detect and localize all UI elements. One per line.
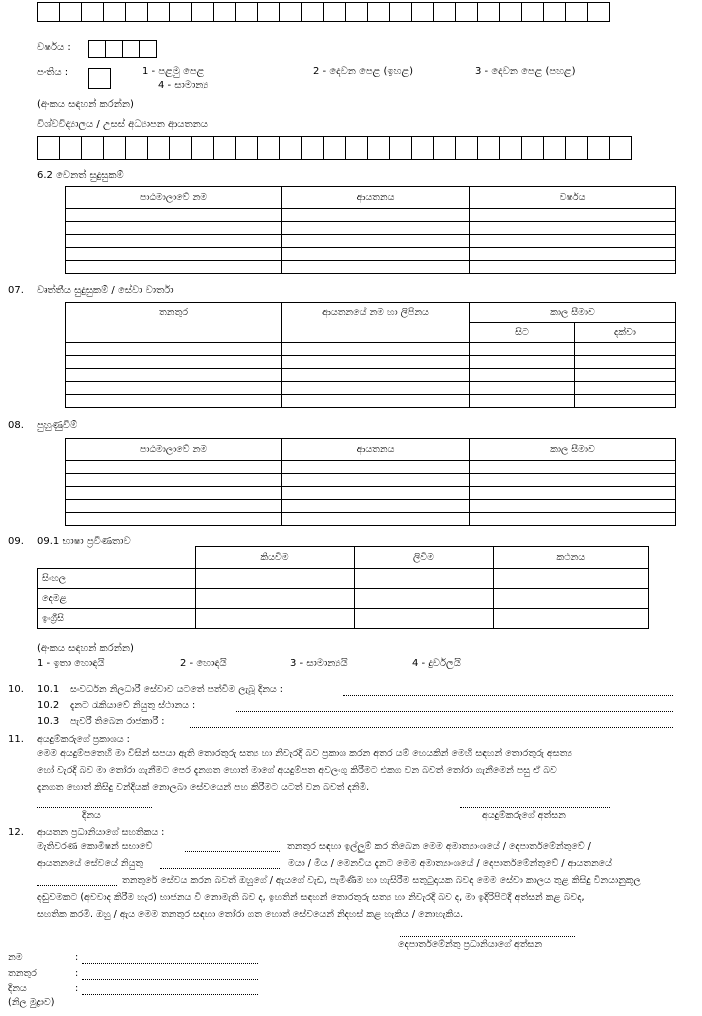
certificate-line-3b: තනතුරේ සේවය කරන බවත් ඔහුගේ / ඇයගේ වැඩ, පැමිණීම හා හැසිරීම සතුටුදායක බවද මෙම සේවා කාලය තුළ කිසිදු විනයානුකූල	[122, 875, 641, 886]
input-box[interactable]	[345, 2, 368, 22]
input-box[interactable]	[59, 136, 82, 160]
item-10-2-field[interactable]	[236, 710, 673, 712]
section-07-label: වෘත්තීය සුදුසුකම් / සේවා වාර්තා	[37, 285, 174, 296]
input-box[interactable]	[257, 136, 280, 160]
item-10-1-field[interactable]	[343, 694, 673, 696]
class-box[interactable]	[88, 68, 111, 89]
class-option-2: 2 - දෙවන පෙළ (ඉහළ)	[313, 66, 414, 77]
input-box[interactable]	[213, 136, 236, 160]
input-box[interactable]	[37, 2, 60, 22]
header-year: වර්ෂය	[470, 187, 676, 209]
input-box[interactable]	[105, 40, 123, 58]
header-speaking: කථනය	[493, 547, 649, 569]
input-box[interactable]	[609, 136, 632, 160]
training-table	[65, 438, 676, 526]
input-box[interactable]	[433, 2, 456, 22]
input-box[interactable]	[499, 136, 522, 160]
input-box[interactable]	[345, 136, 368, 160]
applicant-signature-label: අයදුම්කරුගේ අත්සන	[482, 810, 566, 821]
class-option-4: 4 - සාමාන්‍ය	[158, 80, 209, 91]
input-box[interactable]	[139, 40, 157, 58]
header-institution-address: ආයතනයේ නම හා ලිපිනය	[282, 303, 470, 343]
item-10-2-num: 10.2	[37, 700, 60, 711]
certificate-line-2b: මයා / මිය / මෙනවිය දැනට මෙම අමාත්‍යාංශයේ / දෙපාර්තමේන්තුවේ / ආයතනයේ	[288, 858, 612, 869]
input-box[interactable]	[213, 2, 236, 22]
input-box[interactable]	[389, 2, 412, 22]
class-label: පංතිය :	[37, 67, 69, 78]
input-box[interactable]	[477, 136, 500, 160]
section-62-label: 6.2 වෙනත් සුදුසුකම්	[37, 170, 124, 181]
certificate-current-post-field[interactable]	[37, 884, 117, 886]
professional-qualifications-table	[65, 302, 676, 408]
input-box[interactable]	[455, 2, 478, 22]
declaration-line-3: දැනගත හොත් කිසිදු වන්දියක් නොලබා සේවයෙන් පහ කිරීමට යටත් වන බවත් දනිමි.	[37, 782, 370, 793]
university-boxes[interactable]	[37, 136, 632, 160]
input-box[interactable]	[543, 2, 566, 22]
year-boxes[interactable]	[88, 40, 157, 58]
field-post-input[interactable]	[82, 978, 258, 980]
header-course-name: පාඨමාලාවේ නම	[66, 439, 282, 461]
official-seal-label: (නිල මුද්‍රාව)	[8, 997, 55, 1008]
field-post-label: තනතුර	[8, 968, 37, 979]
item-10-3-text: පැවරී තිබෙන රාජකාරී :	[70, 716, 165, 727]
section-08-label: පුහුණුවීම්	[37, 420, 78, 431]
header-position: තනතුර	[66, 303, 282, 343]
class-note: (අංකය සඳහන් කරන්න)	[37, 99, 134, 110]
item-10-2-text: දැනට රැකියාවේ නියුතු ස්ථානය :	[70, 700, 196, 711]
input-box[interactable]	[367, 2, 390, 22]
certificate-name-field[interactable]	[160, 867, 280, 869]
header-institution: ආයතනය	[282, 439, 470, 461]
language-proficiency-table	[37, 546, 649, 629]
head-signature-field[interactable]	[400, 935, 575, 937]
input-box[interactable]	[147, 2, 170, 22]
input-box[interactable]	[389, 136, 412, 160]
input-box[interactable]	[122, 40, 140, 58]
class-option-1: 1 - පළමු පෙළ	[142, 66, 205, 77]
header-reading: කියවීම	[195, 547, 354, 569]
input-box[interactable]	[301, 2, 324, 22]
input-box[interactable]	[169, 136, 192, 160]
language-english: ඉංග්‍රීසි	[38, 609, 196, 629]
input-box[interactable]	[235, 2, 258, 22]
input-box[interactable]	[367, 136, 390, 160]
input-box[interactable]	[235, 136, 258, 160]
scale-1: 1 - ඉතා හොඳයි	[37, 658, 105, 669]
certificate-post-field[interactable]	[185, 850, 280, 852]
header-course-name: පාඨමාලාවේ නම	[66, 187, 282, 209]
input-box[interactable]	[323, 136, 346, 160]
top-id-boxes[interactable]	[37, 2, 610, 22]
certificate-line-1b: තනතුර සඳහා ඉල්ලුම් කර තිබෙන මෙම අමාත්‍යාංශයේ / දෙපාර්තමේන්තුවේ /	[287, 841, 591, 852]
input-box[interactable]	[81, 136, 104, 160]
certificate-line-2a: ආයතනයේ සේවයේ නියුතු	[37, 858, 144, 869]
certificate-line-5: සහතික කරමි. ඔහු / ඇය මෙම තනතුර සඳහා තෝරා ගත හොත් සේවයෙන් නිදහස් කළ හැකිය / නොහැකිය.	[37, 909, 464, 920]
certificate-line-1a: මැතිවරණ කොමිෂන් සභාවේ	[37, 841, 153, 852]
input-box[interactable]	[499, 2, 522, 22]
scale-2: 2 - හොඳයි	[180, 658, 227, 669]
scale-4: 4 - දුර්වලයි	[412, 658, 461, 669]
input-box[interactable]	[477, 2, 500, 22]
input-box[interactable]	[521, 2, 544, 22]
input-box[interactable]	[587, 2, 610, 22]
input-box[interactable]	[543, 136, 566, 160]
input-box[interactable]	[279, 136, 302, 160]
input-box[interactable]	[103, 136, 126, 160]
item-10-3-field[interactable]	[190, 726, 673, 728]
field-name-label: නම	[8, 952, 23, 963]
applicant-date-label: දිනය	[82, 810, 101, 821]
input-box[interactable]	[169, 2, 192, 22]
input-box[interactable]	[103, 2, 126, 22]
section-12-num: 12.	[8, 827, 24, 838]
input-box[interactable]	[125, 2, 148, 22]
input-box[interactable]	[587, 136, 610, 160]
field-date-label: දිනය	[8, 983, 27, 994]
input-box[interactable]	[88, 40, 106, 58]
section-09-num: 09.	[8, 536, 24, 547]
section-08-num: 08.	[8, 420, 24, 431]
year-label: වර්ෂය :	[37, 42, 71, 53]
applicant-signature-field[interactable]	[460, 806, 610, 808]
header-from: සිට	[470, 323, 575, 343]
other-qualifications-table	[65, 186, 676, 274]
input-box[interactable]	[125, 136, 148, 160]
input-box[interactable]	[411, 2, 434, 22]
head-signature-label: දෙපාර්තමේන්තු ප්‍රධානියාගේ අත්සන	[398, 939, 543, 950]
input-box[interactable]	[433, 136, 456, 160]
item-10-1-text: සංවර්ධන නිලධාරී සේවාව යටතේ පත්වීම ලැබූ දිනය :	[70, 684, 283, 695]
input-box[interactable]	[191, 2, 214, 22]
input-box[interactable]	[323, 2, 346, 22]
certificate-title: ආයතන ප්‍රධානියාගේ සහතිකය :	[37, 827, 165, 838]
language-note: (අංකය සඳහන් කරන්න)	[37, 643, 134, 654]
section-11-num: 11.	[8, 734, 24, 745]
declaration-line-1: මෙම අයදුම්පතෙහි මා විසින් සපයා ඇති තොරතුරු සත්‍ය හා නිවැරදි බව ප්‍රකාශ කරන අතර යම් හෙයකින් මෙහි සඳහන් තොරතුරු අසත්‍ය	[37, 748, 573, 759]
section-10-num: 10.	[8, 684, 24, 695]
input-box[interactable]	[565, 136, 588, 160]
input-box[interactable]	[257, 2, 280, 22]
declaration-title: අයදුම්කරුගේ ප්‍රකාශය :	[37, 734, 130, 745]
item-10-1-num: 10.1	[37, 684, 60, 695]
field-date-input[interactable]	[82, 993, 258, 995]
header-to: දක්වා	[575, 323, 676, 343]
input-box[interactable]	[455, 136, 478, 160]
language-sinhala: සිංහල	[38, 569, 196, 589]
scale-3: 3 - සාමාන්‍යයි	[290, 658, 348, 669]
input-box[interactable]	[191, 136, 214, 160]
input-box[interactable]	[521, 136, 544, 160]
language-tamil: දෙමළ	[38, 589, 196, 609]
input-box[interactable]	[81, 2, 104, 22]
input-box[interactable]	[565, 2, 588, 22]
input-box[interactable]	[59, 2, 82, 22]
certificate-line-4: දඬුවමකට (අවවාද කිරීම හැර) භාජනය වී නොමැති බව ද, ඉහතින් සඳහන් තොරතුරු සත්‍ය හා නිවැරදි බව ද, මා ඉදිරිපිටදී අත්සන් කළ බවද,	[37, 892, 585, 903]
section-07-num: 07.	[8, 285, 24, 296]
input-box[interactable]	[147, 136, 170, 160]
input-box[interactable]	[301, 136, 324, 160]
input-box[interactable]	[37, 136, 60, 160]
university-label: විශ්වවිද්‍යාලය / උසස් අධ්‍යාපන ආයතනය	[37, 119, 208, 130]
section-09-label: 09.1 භාෂා ප්‍රවීණතාව	[37, 536, 131, 547]
class-option-3: 3 - දෙවන පෙළ (පහළ)	[475, 66, 576, 77]
header-period: කාල සීමාව	[470, 439, 676, 461]
input-box[interactable]	[279, 2, 302, 22]
header-institution: ආයතනය	[282, 187, 470, 209]
field-name-input[interactable]	[82, 962, 258, 964]
declaration-line-2: හෝ වැරදි බව මා තෝරා ගැනීමට පෙර දැනගත හොත් මාගේ අයදුම්පත අවලංගු කිරීමට එකග වන බවත් තෝරා ගැනීමෙන් පසු ඒ බව	[37, 765, 557, 776]
header-period: කාල සීමාව	[470, 303, 676, 323]
item-10-3-num: 10.3	[37, 716, 60, 727]
input-box[interactable]	[411, 136, 434, 160]
header-writing: ලිවීම	[354, 547, 493, 569]
applicant-date-field[interactable]	[37, 806, 152, 808]
